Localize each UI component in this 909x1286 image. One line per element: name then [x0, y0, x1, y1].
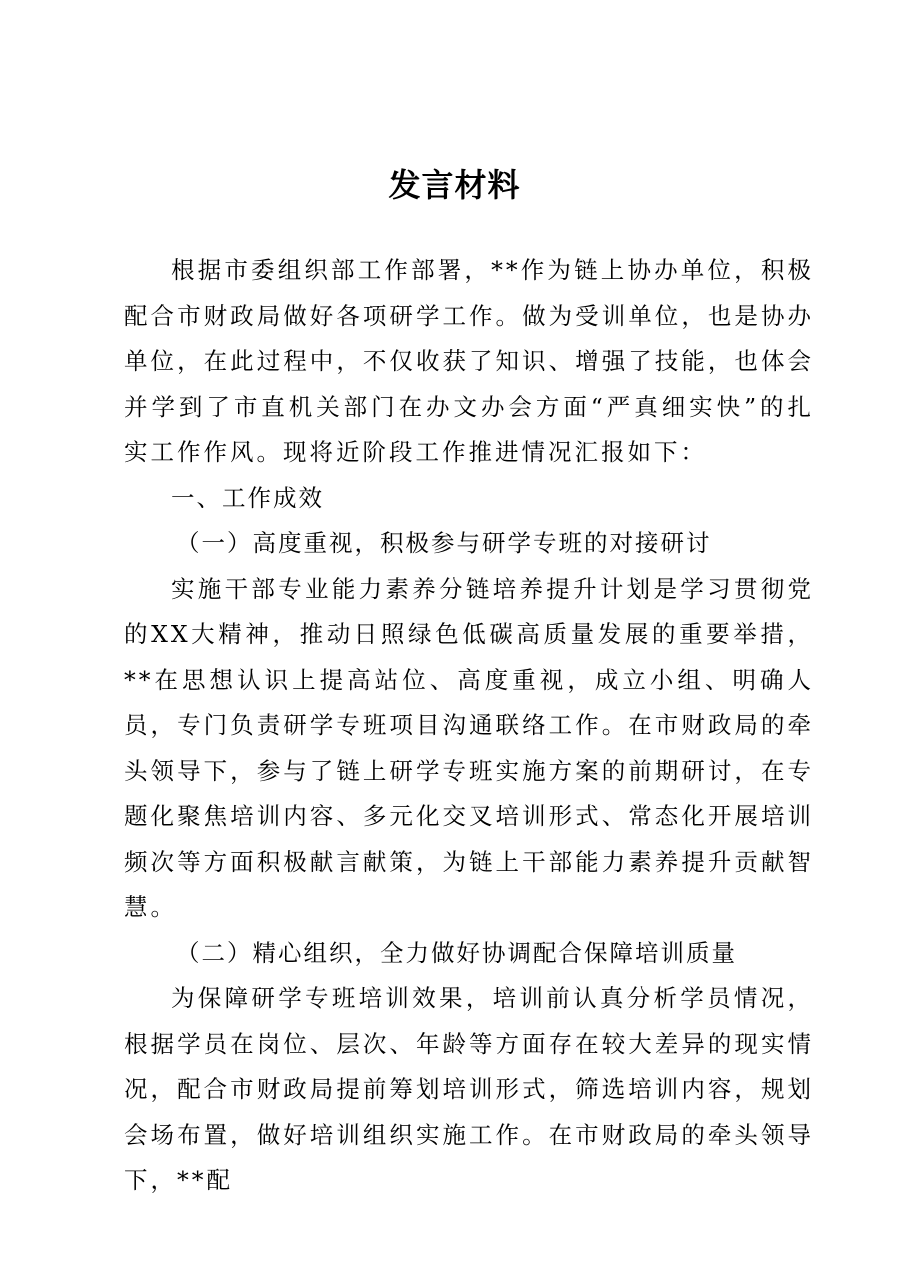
subsection-heading-2: （二）精心组织，全力做好协调配合保障培训质量 — [176, 938, 737, 967]
document-body — [124, 248, 814, 1204]
document-title: 发言材料 — [388, 166, 521, 204]
subsection-heading-1: （一）高度重视，积极参与研学专班的对接研讨 — [176, 529, 712, 557]
intro-paragraph: 根据市委组织部工作部署，**作为链上协办单位，积极配合市财政局做好各项研学工作。做为受训单位，也是协办单位，在此过程中，不仅收获了知识、增强了技能，也体会并学到了市直机关部门在办文办会方面“严真细实快”的扎实工作作风。现将近阶段工作推进情况汇报如下： — [124, 256, 814, 466]
subsection-2-paragraph: 为保障研学专班培训效果，培训前认真分析学员情况，根据学员在岗位、层次、年龄等方面存在较大差异的现实情况，配合市财政局提前筹划培训形式，筛选培训内容，规划会场布置，做好培训组织实施工作。在市财政局的牵头领导下，**配 — [124, 984, 814, 1194]
subsection-1-paragraph: 实施干部专业能力素养分链培养提升计划是学习贯彻党的XX大精神，推动日照绿色低碳高质量发展的重要举措，**在思想认识上提高站位、高度重视，成立小组、明确人员，专门负责研学专班项目沟通联络工作。在市财政局的牵头领导下，参与了链上研学专班实施方案的前期研讨，在专题化聚焦培训内容、多元化交叉培训形式、常态化开展培训频次等方面积极献言献策，为链上干部能力素养提升贡献智慧。 — [124, 574, 814, 921]
section-heading-work-results: 一、工作成效 — [171, 483, 324, 512]
